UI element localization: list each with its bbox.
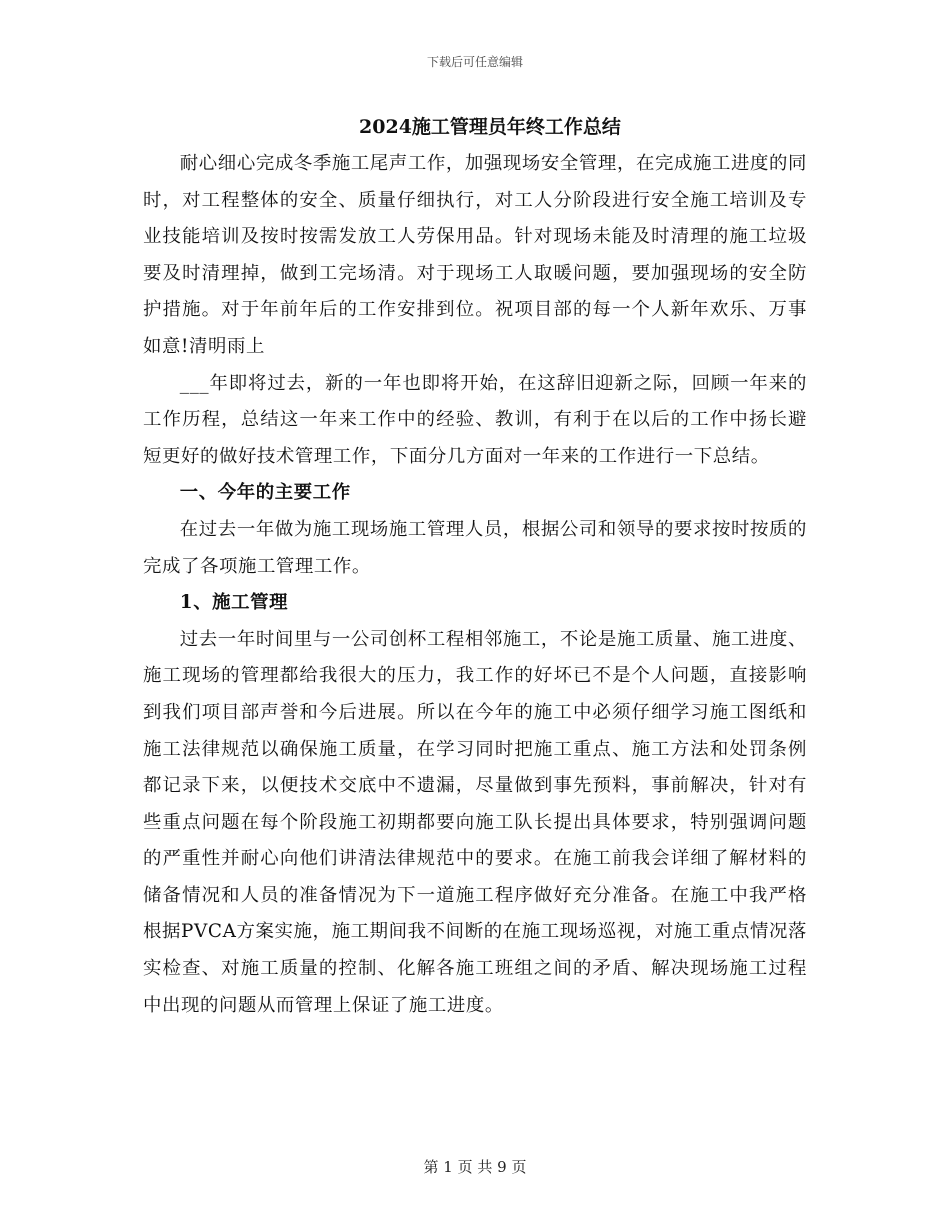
section-heading-main-work: 一、今年的主要工作 <box>179 482 351 504</box>
subsection-paragraph-construction-management: 过去一年时间里与一公司创杯工程相邻施工，不论是施工质量、施工进度、施工现场的管理都给我很大的压力，我工作的好坏已不是个人问题，直接影响到我们项目部声誉和今后进展。所以在今年的施工中必须仔细学习施工图纸和施工法律规范以确保施工质量，在学习同时把施工重点、施工方法和处罚条例都记录下来，以便技术交底中不遗漏，尽量做到事先预料，事前解决，针对有些重点问题在每个阶段施工初期都要向施工队长提出具体要求，特别强调问题的严重性并耐心向他们讲清法律规范中的要求。在施工前我会详细了解材料的储备情况和人员的准备情况为下一道施工程序做好充分准备。在施工中我严格根据PVCA方案实施，施工期间我不间断的在施工现场巡视，对施工重点情况落实检查、对施工质量的控制、化解各施工班组之间的矛盾、解决现场施工过程中出现的问题从而管理上保证了施工进度。 <box>143 628 807 1016</box>
document-title: 2024施工管理员年终工作总结 <box>359 116 621 138</box>
intro-paragraph: 耐心细心完成冬季施工尾声工作，加强现场安全管理，在完成施工进度的同时，对工程整体的安全、质量仔细执行，对工人分阶段进行安全施工培训及专业技能培训及按时按需发放工人劳保用品。针对现场未能及时清理的施工垃圾要及时清理掉，做到工完场清。对于现场工人取暖问题，要加强现场的安全防护措施。对于年前年后的工作安排到位。祝项目部的每一个人新年欢乐、万事如意!清明雨上 <box>143 153 807 357</box>
header-note: 下载后可任意编辑 <box>426 55 523 69</box>
section-paragraph-main-work: 在过去一年做为施工现场施工管理人员，根据公司和领导的要求按时按质的完成了各项施工管理工作。 <box>143 518 807 577</box>
document-body <box>143 112 807 1024</box>
subsection-heading-construction-management: 1、施工管理 <box>179 592 289 614</box>
page-number: 第 1 页 共 9 页 <box>423 1158 527 1176</box>
summary-paragraph: ___年即将过去，新的一年也即将开始，在这辞旧迎新之际，回顾一年来的工作历程，总结这一年来工作中的经验、教训，有利于在以后的工作中扬长避短更好的做好技术管理工作，下面分几方面对一年来的工作进行一下总结。 <box>143 372 807 467</box>
